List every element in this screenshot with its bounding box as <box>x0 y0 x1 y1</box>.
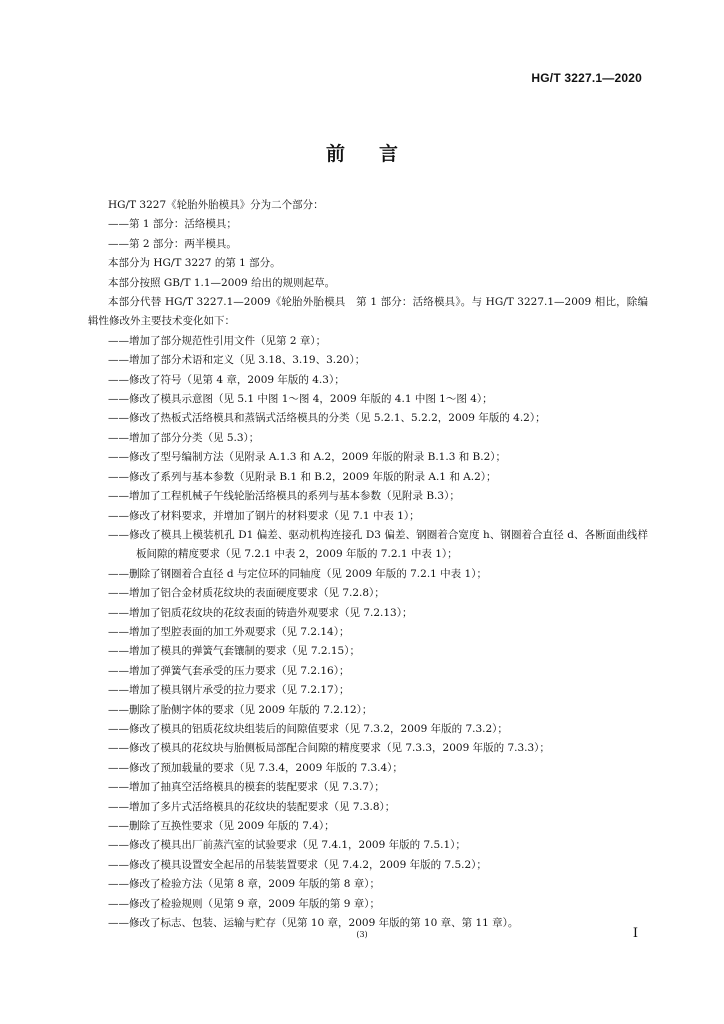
change-item: ——增加了模具钢片承受的拉力要求（见 7.2.17）； <box>108 684 350 697</box>
change-item: ——增加了抽真空活络模具的模套的装配要求（见 7.3.7）； <box>108 781 385 794</box>
change-item: ——增加了型腔表面的加工外观要求（见 7.2.14）； <box>108 625 350 638</box>
change-item: ——修改了模具上模装机孔 D1 偏差、驱动机构连接孔 D3 偏差、钢圈着合宽度 h、钢圈着合直径 d、各断面曲线样板间隙的精度要求（见 7.2.1 中表 2，2009 年版的 7.2.1 中表 1）； <box>108 528 648 561</box>
paragraph: 本部分代替 HG/T 3227.1—2009《轮胎外胎模具 第 1 部分：活络模具》。与 HG/T 3227.1—2009 相比，除编辑性修改外主要技术变化如下： <box>88 296 648 328</box>
paragraph: HG/T 3227《轮胎外胎模具》分为二个部分： <box>108 199 324 211</box>
change-item: ——修改了模具设置安全起吊的吊装装置要求（见 7.4.2，2009 年版的 7.5.2）； <box>108 858 487 871</box>
page-title: 前言 <box>325 143 432 165</box>
paragraph: 本部分按照 GB/T 1.1—2009 给出的规则起草。 <box>108 276 336 289</box>
change-item: ——修改了检验规则（见第 9 章，2009 年版的第 9 章）； <box>108 897 381 910</box>
change-item: ——增加了部分分类（见 5.3）； <box>108 431 260 444</box>
change-item: ——修改了材料要求，并增加了钢片的材料要求（见 7.1 中表 1）； <box>108 509 420 522</box>
change-item: ——修改了模具出厂前蒸汽室的试验要求（见 7.4.1，2009 年版的 7.5.1）； <box>108 839 466 852</box>
paragraph: 本部分为 HG/T 3227 的第 1 部分。 <box>108 257 281 270</box>
change-item: ——增加了部分规范性引用文件（见第 2 章）； <box>108 334 327 347</box>
change-item: ——增加了工程机械子午线轮胎活络模具的系列与基本参数（见附录 B.3）； <box>108 490 460 503</box>
change-item: ——修改了热板式活络模具和蒸锅式活络模具的分类（见 5.2.1、5.2.2，2009 年版的 4.2）； <box>108 412 546 425</box>
change-item: ——增加了弹簧气套承受的压力要求（见 7.2.16）； <box>108 664 350 677</box>
change-item: ——增加了铝合金材质花纹块的表面硬度要求（见 7.2.8）； <box>108 587 385 600</box>
change-item: ——修改了系列与基本参数（见附录 B.1 和 B.2，2009 年版的附录 A.1 和 A.2）； <box>108 470 497 483</box>
paragraph: ——第 1 部分：活络模具； <box>108 218 237 231</box>
page-roman-numeral: I <box>632 926 638 941</box>
change-item: ——增加了模具的弹簧气套镶制的要求（见 7.2.15）； <box>108 645 360 658</box>
change-item: ——删除了胎侧字体的要求（见 2009 年版的 7.2.12）； <box>108 703 373 716</box>
change-item: ——修改了检验方法（见第 8 章，2009 年版的第 8 章）； <box>108 878 381 891</box>
change-item: ——增加了多片式活络模具的花纹块的装配要求（见 7.3.8）； <box>108 800 396 813</box>
change-item: ——删除了互换性要求（见 2009 年版的 7.4）； <box>108 820 335 832</box>
page-number: (3) <box>356 930 368 939</box>
change-item: ——修改了标志、包装、运输与贮存（见第 10 章，2009 年版的第 10 章、第 11 章）。 <box>108 917 519 930</box>
paragraph: ——第 2 部分：两半模具。 <box>108 237 237 250</box>
change-item: ——删除了钢圈着合直径 d 与定位环的同轴度（见 2009 年版的 7.2.1 中表 1）； <box>108 567 487 580</box>
change-item: ——增加了铝质花纹块的花纹表面的铸造外观要求（见 7.2.13）； <box>108 606 413 619</box>
change-item: ——修改了模具示意图（见 5.1 中图 1～图 4，2009 年版的 4.1 中图 1～图 4）； <box>108 393 493 406</box>
foreword-body <box>88 196 648 933</box>
change-item: ——修改了模具的花纹块与胎侧板局部配合间隙的精度要求（见 7.3.3，2009 年版的 7.3.3）； <box>108 742 550 755</box>
standard-code: HG/T 3227.1—2020 <box>531 71 642 85</box>
change-item: ——增加了部分术语和定义（见 3.18、3.19、3.20）； <box>108 354 366 367</box>
change-item: ——修改了模具的铝质花纹块组装后的间隙值要求（见 7.3.2，2009 年版的 7.3.2）； <box>108 722 508 735</box>
change-item: ——修改了型号编制方法（见附录 A.1.3 和 A.2，2009 年版的附录 B.1.3 和 B.2）； <box>108 451 507 464</box>
change-item: ——修改了预加载量的要求（见 7.3.4，2009 年版的 7.3.4）； <box>108 761 403 774</box>
change-item: ——修改了符号（见第 4 章，2009 年版的 4.3）； <box>108 373 345 386</box>
